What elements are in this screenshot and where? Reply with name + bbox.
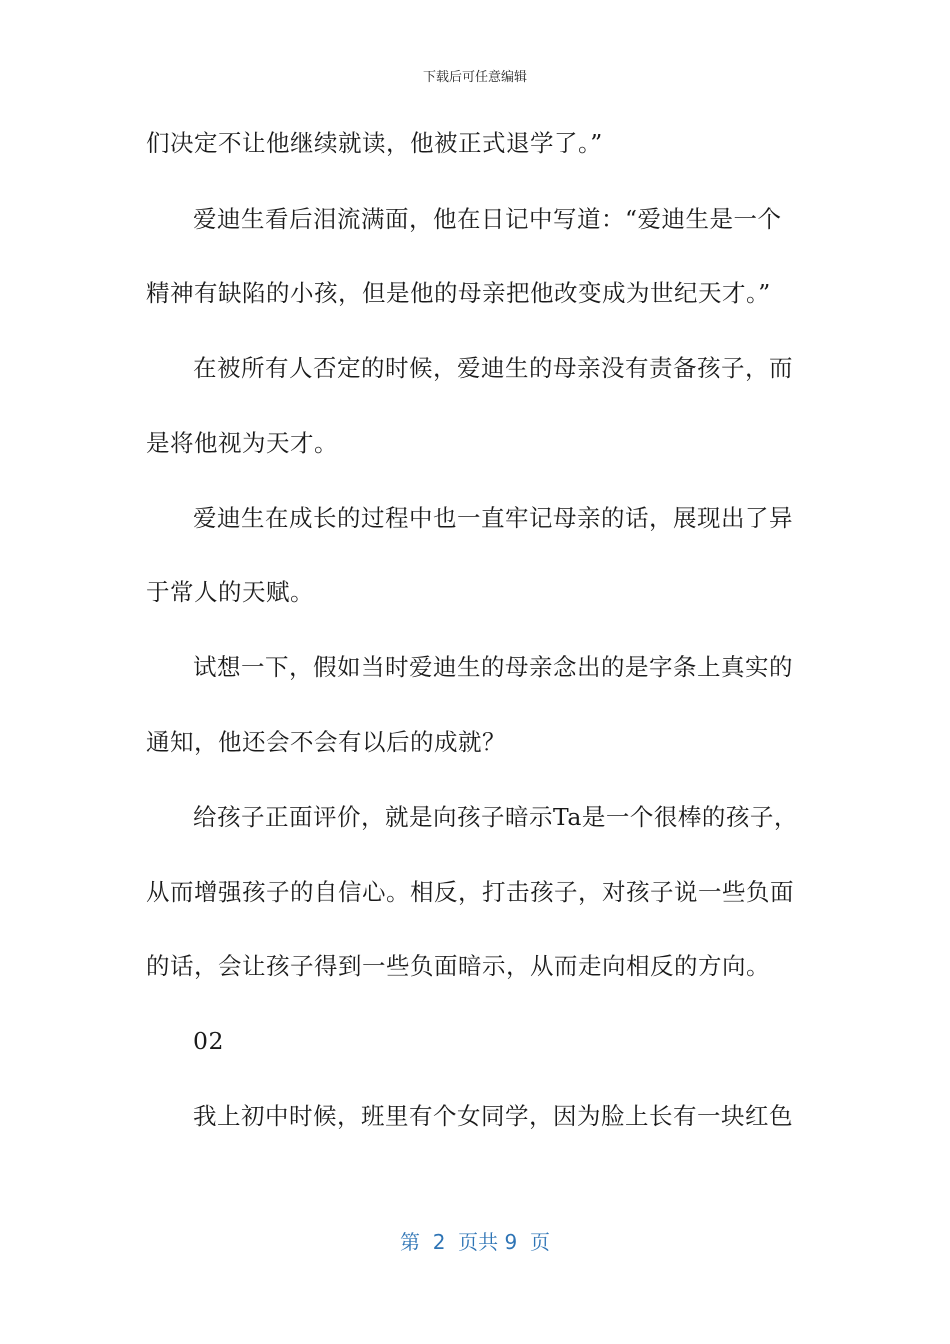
text-line: 爱迪生看后泪流满面，他在日记中写道：“爱迪生是一个: [193, 205, 782, 233]
text-line: 的话，会让孩子得到一些负面暗示，从而走向相反的方向。: [146, 952, 770, 980]
text-line: 爱迪生在成长的过程中也一直牢记母亲的话，展现出了异: [193, 504, 793, 532]
text-line: 们决定不让他继续就读，他被正式退学了。”: [146, 129, 603, 157]
text-line: 通知，他还会不会有以后的成就？: [146, 728, 506, 756]
text-line: 于常人的天赋。: [146, 578, 314, 606]
text-line: 试想一下，假如当时爱迪生的母亲念出的是字条上真实的: [193, 653, 793, 681]
text-line: 我上初中时候，班里有个女同学，因为脸上长有一块红色: [193, 1102, 793, 1130]
text-line: 是将他视为天才。: [146, 429, 338, 457]
text-line: 在被所有人否定的时候，爱迪生的母亲没有责备孩子，而: [193, 354, 793, 382]
text-line: 给孩子正面评价，就是向孩子暗示Ta是一个很棒的孩子，: [193, 803, 798, 831]
page-header-note: 下载后可任意编辑: [422, 70, 527, 85]
page-number-label: 第 2 页共 9 页: [400, 1230, 550, 1254]
page-number-footer: [0, 1226, 950, 1255]
text-line: 从而增强孩子的自信心。相反，打击孩子，对孩子说一些负面: [146, 878, 794, 906]
section-number: 02: [193, 1027, 224, 1055]
text-line: 精神有缺陷的小孩，但是他的母亲把他改变成为世纪天才。”: [146, 279, 771, 307]
